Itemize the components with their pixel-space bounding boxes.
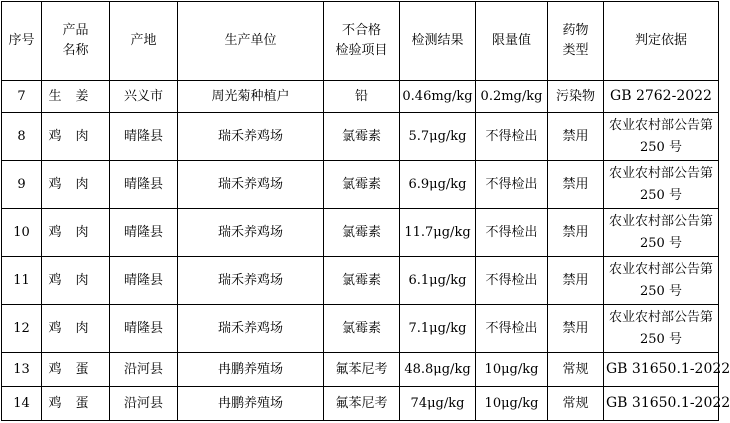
cell-basis: 农业农村部公告第 250 号 — [604, 113, 719, 161]
table-row — [2, 81, 719, 113]
table-row — [2, 387, 719, 421]
cell-producer: 瑞禾养鸡场 — [178, 161, 324, 209]
table-row — [2, 113, 719, 161]
cell-type: 常规 — [548, 387, 604, 421]
header-no: 序号 — [2, 2, 42, 81]
cell-no: 10 — [2, 209, 42, 257]
table-row — [2, 161, 719, 209]
cell-result: 7.1μg/kg — [400, 305, 476, 353]
cell-type: 污染物 — [548, 81, 604, 113]
cell-type: 常规 — [548, 353, 604, 387]
cell-no: 9 — [2, 161, 42, 209]
header-basis: 判定依据 — [604, 2, 719, 81]
header-type: 药物 类型 — [548, 2, 604, 81]
cell-origin: 晴隆县 — [110, 209, 178, 257]
cell-type: 禁用 — [548, 305, 604, 353]
header-origin: 产地 — [110, 2, 178, 81]
header-limit: 限量值 — [476, 2, 548, 81]
header-producer: 生产单位 — [178, 2, 324, 81]
cell-origin: 兴义市 — [110, 81, 178, 113]
cell-producer: 冉鹏养殖场 — [178, 353, 324, 387]
cell-limit: 10μg/kg — [476, 353, 548, 387]
cell-producer: 瑞禾养鸡场 — [178, 113, 324, 161]
cell-origin: 晴隆县 — [110, 257, 178, 305]
cell-limit: 不得检出 — [476, 161, 548, 209]
table-row — [2, 353, 719, 387]
cell-basis: GB 31650.1-2022 — [604, 387, 719, 421]
cell-producer: 冉鹏养殖场 — [178, 387, 324, 421]
header-result: 检测结果 — [400, 2, 476, 81]
cell-limit: 不得检出 — [476, 305, 548, 353]
cell-result: 6.1μg/kg — [400, 257, 476, 305]
header-row — [2, 2, 719, 81]
cell-product: 鸡肉 — [42, 305, 110, 353]
cell-limit: 不得检出 — [476, 113, 548, 161]
cell-origin: 晴隆县 — [110, 305, 178, 353]
cell-basis: 农业农村部公告第 250 号 — [604, 161, 719, 209]
cell-product: 鸡蛋 — [42, 353, 110, 387]
cell-item: 氯霉素 — [324, 209, 400, 257]
cell-limit: 10μg/kg — [476, 387, 548, 421]
cell-product: 鸡肉 — [42, 257, 110, 305]
cell-basis: GB 31650.1-2022 — [604, 353, 719, 387]
cell-basis: GB 2762-2022 — [604, 81, 719, 113]
header-product: 产品 名称 — [42, 2, 110, 81]
cell-origin: 沿河县 — [110, 387, 178, 421]
cell-origin: 沿河县 — [110, 353, 178, 387]
cell-type: 禁用 — [548, 257, 604, 305]
cell-item: 氯霉素 — [324, 305, 400, 353]
cell-producer: 周光菊种植户 — [178, 81, 324, 113]
table-row — [2, 305, 719, 353]
cell-product: 鸡蛋 — [42, 387, 110, 421]
cell-limit: 不得检出 — [476, 257, 548, 305]
cell-product: 鸡肉 — [42, 209, 110, 257]
cell-item: 氟苯尼考 — [324, 353, 400, 387]
cell-producer: 瑞禾养鸡场 — [178, 209, 324, 257]
cell-type: 禁用 — [548, 209, 604, 257]
cell-origin: 晴隆县 — [110, 161, 178, 209]
cell-item: 氯霉素 — [324, 113, 400, 161]
cell-result: 48.8μg/kg — [400, 353, 476, 387]
header-item: 不合格 检验项目 — [324, 2, 400, 81]
cell-product: 生姜 — [42, 81, 110, 113]
cell-result: 5.7μg/kg — [400, 113, 476, 161]
cell-no: 14 — [2, 387, 42, 421]
cell-no: 13 — [2, 353, 42, 387]
cell-limit: 0.2mg/kg — [476, 81, 548, 113]
cell-no: 7 — [2, 81, 42, 113]
table-row — [2, 257, 719, 305]
cell-basis: 农业农村部公告第 250 号 — [604, 305, 719, 353]
cell-product: 鸡肉 — [42, 113, 110, 161]
cell-type: 禁用 — [548, 161, 604, 209]
inspection-table — [1, 1, 730, 421]
cell-item: 氯霉素 — [324, 257, 400, 305]
cell-result: 74μg/kg — [400, 387, 476, 421]
cell-result: 11.7μg/kg — [400, 209, 476, 257]
cell-result: 0.46mg/kg — [400, 81, 476, 113]
cell-item: 铅 — [324, 81, 400, 113]
cell-basis: 农业农村部公告第 250 号 — [604, 257, 719, 305]
cell-origin: 晴隆县 — [110, 113, 178, 161]
cell-item: 氯霉素 — [324, 161, 400, 209]
cell-no: 8 — [2, 113, 42, 161]
table-row — [2, 209, 719, 257]
cell-basis: 农业农村部公告第 250 号 — [604, 209, 719, 257]
cell-limit: 不得检出 — [476, 209, 548, 257]
cell-producer: 瑞禾养鸡场 — [178, 305, 324, 353]
cell-producer: 瑞禾养鸡场 — [178, 257, 324, 305]
cell-no: 11 — [2, 257, 42, 305]
cell-type: 禁用 — [548, 113, 604, 161]
cell-product: 鸡肉 — [42, 161, 110, 209]
cell-item: 氟苯尼考 — [324, 387, 400, 421]
cell-no: 12 — [2, 305, 42, 353]
cell-result: 6.9μg/kg — [400, 161, 476, 209]
